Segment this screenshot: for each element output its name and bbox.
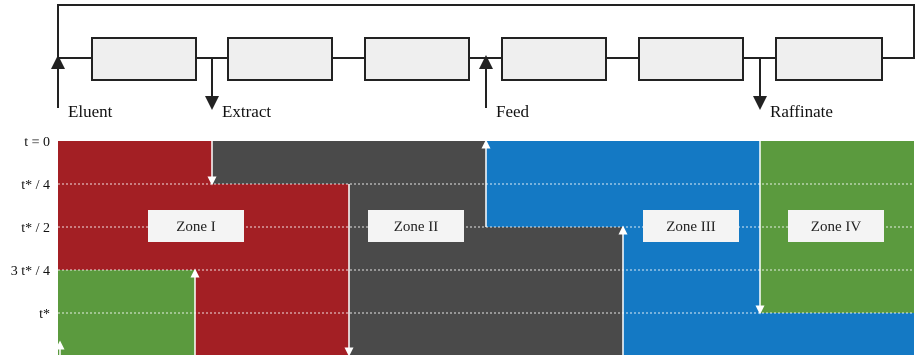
zone-1-label: Zone I: [176, 219, 216, 235]
zone-timeline: [58, 141, 914, 355]
time-label-quarter: t* / 4: [21, 178, 50, 193]
time-axis: [11, 135, 50, 322]
feed-label: Feed: [496, 102, 530, 121]
column-5: [639, 38, 743, 80]
zone-4-label: Zone IV: [810, 219, 862, 235]
column-1: [92, 38, 196, 80]
eluent-label: Eluent: [68, 102, 113, 121]
extract-label: Extract: [222, 102, 272, 121]
time-label-half: t* / 2: [21, 221, 50, 236]
zone-2-label: Zone II: [393, 219, 439, 235]
column-4: [502, 38, 606, 80]
time-label-full: t*: [39, 307, 50, 322]
column-6: [776, 38, 882, 80]
zone-3-label: Zone III: [666, 219, 716, 235]
zone-3-region: [623, 313, 914, 355]
raffinate-label: Raffinate: [770, 102, 833, 121]
column-2: [228, 38, 332, 80]
zone-1-region: [58, 141, 212, 184]
time-label-0: t = 0: [24, 135, 50, 150]
time-label-three-quarter: 3 t* / 4: [10, 264, 50, 279]
column-3: [365, 38, 469, 80]
